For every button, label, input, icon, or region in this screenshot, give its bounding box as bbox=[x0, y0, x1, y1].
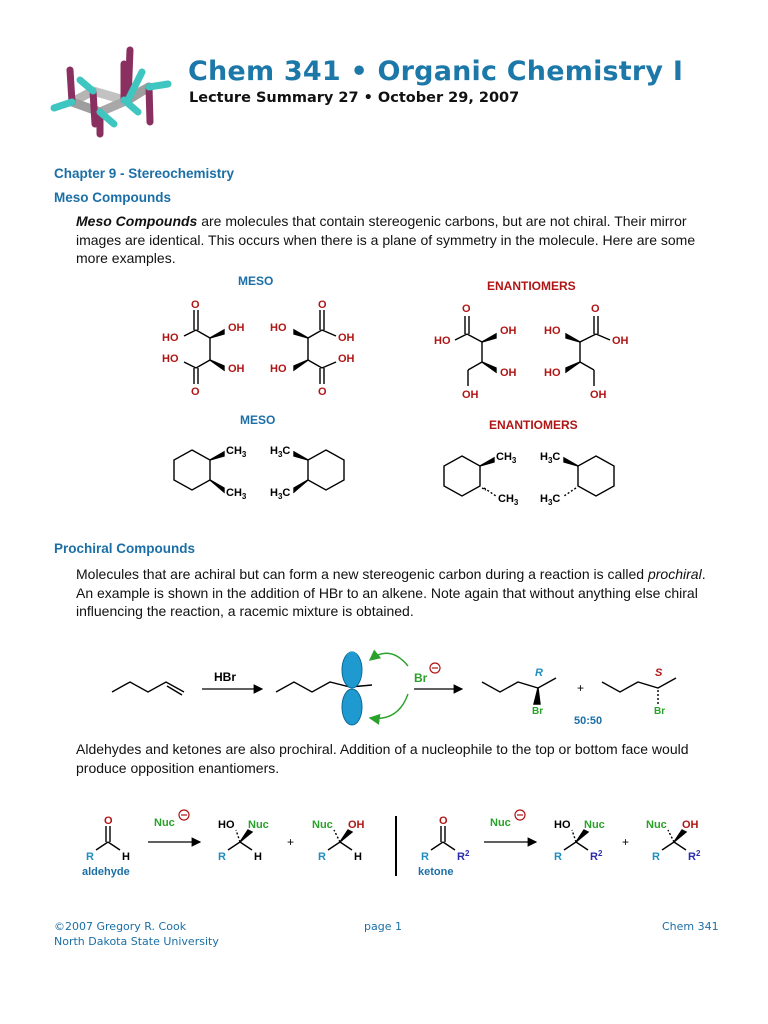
aldehyde-label: aldehyde bbox=[82, 866, 130, 878]
svg-text:HO: HO bbox=[218, 819, 235, 831]
r-label: R bbox=[535, 667, 543, 679]
footer-course: Chem 341 bbox=[662, 920, 719, 933]
svg-text:Br: Br bbox=[532, 706, 544, 717]
svg-text:H: H bbox=[354, 851, 362, 863]
enantiomer-acid-1 bbox=[455, 316, 496, 386]
svg-text:R: R bbox=[218, 851, 226, 863]
svg-text:OH: OH bbox=[338, 332, 355, 344]
svg-text:O: O bbox=[191, 386, 200, 398]
svg-text:R: R bbox=[652, 851, 660, 863]
svg-text:OH: OH bbox=[338, 353, 355, 365]
r-product bbox=[482, 678, 556, 704]
meso-heading: Meso Compounds bbox=[54, 190, 171, 205]
svg-text:H: H bbox=[122, 851, 130, 863]
prochiral-text-before: Molecules that are achiral but can form a new stereogenic carbon during a reaction is called bbox=[76, 566, 648, 582]
svg-text:CH3: $CH_3$ bbox=[226, 445, 247, 459]
svg-text:H: H bbox=[254, 851, 262, 863]
svg-text:OH: OH bbox=[228, 322, 245, 334]
svg-text:Nuc: Nuc bbox=[646, 819, 667, 831]
svg-text:R: R bbox=[318, 851, 326, 863]
s-label: S bbox=[655, 667, 663, 679]
svg-text:HO: HO bbox=[270, 363, 287, 375]
enantiomer-acid-2 bbox=[566, 316, 610, 386]
prochiral-term: prochiral bbox=[647, 566, 702, 582]
svg-text:CH3: $CH_3$ bbox=[226, 487, 247, 501]
chapter-heading: Chapter 9 - Stereochemistry bbox=[54, 166, 235, 181]
meso-tartaric-acid-1 bbox=[184, 310, 224, 384]
page-subtitle: Lecture Summary 27 • October 29, 2007 bbox=[189, 90, 520, 106]
svg-text:OH: OH bbox=[500, 367, 517, 379]
svg-text:Nuc: Nuc bbox=[584, 819, 605, 831]
logo-molecule bbox=[48, 42, 176, 138]
svg-text:O: O bbox=[462, 303, 471, 315]
ketone-label: ketone bbox=[418, 866, 454, 878]
ketone-product-1 bbox=[564, 830, 588, 850]
svg-text:O: O bbox=[104, 815, 113, 827]
meso-cyclohexane-1 bbox=[174, 450, 224, 492]
svg-text:O: O bbox=[191, 299, 200, 311]
footer-institution: North Dakota State University bbox=[54, 935, 219, 948]
svg-text:O: O bbox=[439, 815, 448, 827]
pentene-molecule bbox=[112, 682, 184, 695]
enantiomer-cyclohexane-1 bbox=[444, 456, 496, 496]
meso-cyclohexane-2 bbox=[294, 450, 344, 492]
plus-sign-1: + bbox=[287, 835, 295, 849]
figure-meso-enantiomers bbox=[130, 270, 650, 510]
svg-text:Br: Br bbox=[654, 706, 666, 717]
svg-text:+: + bbox=[349, 653, 354, 662]
svg-text:Nuc: Nuc bbox=[248, 819, 269, 831]
svg-text:R2: $R^2$ bbox=[457, 849, 470, 863]
prochiral-paragraph bbox=[76, 565, 716, 621]
svg-text:HO: HO bbox=[434, 335, 451, 347]
svg-text:H3C: $H_3C$ bbox=[540, 493, 561, 507]
svg-text:CH3: $CH_3$ bbox=[498, 493, 519, 507]
plus-sign-2: + bbox=[622, 835, 630, 849]
svg-text:Nuc: Nuc bbox=[312, 819, 333, 831]
svg-text:OH: OH bbox=[348, 819, 365, 831]
svg-text:R: R bbox=[421, 851, 429, 863]
page-title: Chem 341 • Organic Chemistry I bbox=[188, 56, 684, 87]
svg-text:HO: HO bbox=[270, 322, 287, 334]
svg-text:R: R bbox=[86, 851, 94, 863]
enantiomers-label-top: ENANTIOMERS bbox=[487, 279, 576, 293]
bromide-nucleophile: Br bbox=[414, 671, 428, 685]
svg-text:H3C: $H_3C$ bbox=[270, 445, 291, 459]
svg-text:R2: $R^2$ bbox=[688, 849, 701, 863]
meso-tartaric-acid-2 bbox=[294, 310, 336, 384]
plus-sign: + bbox=[577, 681, 585, 695]
prochiral-text-after: . An example is shown in the addition of HBr to an alkene. Note again that without anything else chiral influencing the reaction, a racemic mixture is obtained. bbox=[76, 566, 706, 619]
svg-text:CH3: $CH_3$ bbox=[496, 451, 517, 465]
svg-text:OH: OH bbox=[682, 819, 699, 831]
aldehyde-product-2 bbox=[328, 830, 352, 850]
nuc-reagent-1: Nuc bbox=[154, 817, 175, 829]
figure-hbr-addition bbox=[100, 640, 700, 735]
carbocation-intermediate bbox=[276, 652, 408, 725]
svg-text:OH: OH bbox=[500, 325, 517, 337]
aldehyde-product-1 bbox=[228, 830, 252, 850]
svg-text:OH: OH bbox=[462, 389, 479, 401]
svg-text:H3C: $H_3C$ bbox=[540, 451, 561, 465]
meso-text: are molecules that contain stereogenic carbons, but are not chiral. Their mirror images are identical. This occurs when there is a plane of symmetry in the molecule. Here are some more examples. bbox=[76, 213, 696, 266]
svg-text:R2: $R^2$ bbox=[590, 849, 603, 863]
hbr-reagent: HBr bbox=[214, 670, 237, 684]
svg-text:OH: OH bbox=[590, 389, 607, 401]
meso-label-top: MESO bbox=[238, 274, 274, 288]
svg-text:H3C: $H_3C$ bbox=[270, 487, 291, 501]
svg-text:O: O bbox=[318, 299, 327, 311]
meso-paragraph bbox=[76, 212, 716, 268]
ketone-structure bbox=[431, 826, 455, 850]
meso-label-bottom: MESO bbox=[240, 413, 276, 427]
svg-text:HO: HO bbox=[544, 325, 561, 337]
ketone-product-2 bbox=[662, 830, 686, 850]
svg-text:HO: HO bbox=[162, 353, 179, 365]
s-product bbox=[602, 678, 676, 704]
svg-text:HO: HO bbox=[554, 819, 571, 831]
enantiomers-label-bottom: ENANTIOMERS bbox=[489, 418, 578, 432]
svg-text:O: O bbox=[318, 386, 327, 398]
enantiomer-cyclohexane-2 bbox=[564, 456, 614, 496]
prochiral-heading: Prochiral Compounds bbox=[54, 541, 196, 556]
nuc-reagent-2: Nuc bbox=[490, 817, 511, 829]
svg-text:R: R bbox=[554, 851, 562, 863]
svg-text:HO: HO bbox=[544, 367, 561, 379]
svg-text:O: O bbox=[591, 303, 600, 315]
svg-text:HO: HO bbox=[162, 332, 179, 344]
aldehyde-ketone-paragraph: Aldehydes and ketones are also prochiral. Addition of a nucleophile to the top or bottom face would produce opposition enantiomers. bbox=[76, 741, 689, 776]
footer-copyright: ©2007 Gregory R. Cook bbox=[54, 920, 187, 933]
ratio-label: 50:50 bbox=[574, 715, 603, 727]
aldehyde-structure bbox=[96, 826, 120, 850]
svg-text:OH: OH bbox=[612, 335, 629, 347]
svg-text:OH: OH bbox=[228, 363, 245, 375]
meso-term: Meso Compounds bbox=[76, 213, 198, 229]
footer-page-number: page 1 bbox=[364, 920, 402, 933]
figure-carbonyl-addition bbox=[78, 808, 718, 884]
